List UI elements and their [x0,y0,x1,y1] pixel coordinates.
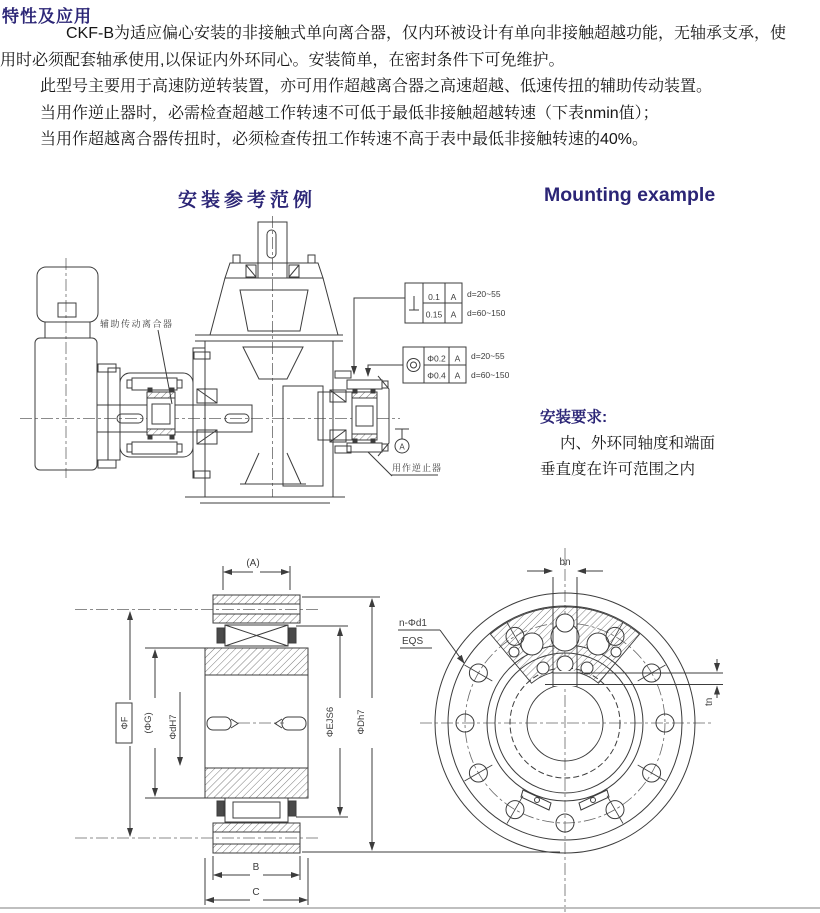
page-bottom-rule [0,907,820,909]
svg-text:A: A [450,309,457,320]
intro-paragraph [0,21,820,154]
dim-C-label: C [252,887,260,898]
section-title-zh: 安装参考范例 [178,190,317,211]
svg-text:d=60~150: d=60~150 [471,370,510,380]
perpendicularity-icon [409,296,419,310]
intro-line-2: 用时必须配套轴承使用,以保证内外环同心。安装简单，在密封条件下可免维护。 [0,51,565,69]
tolerance-frame-concentricity [368,347,466,383]
dim-d-label: ΦdH7 [168,714,179,740]
dimension-drawing [0,540,820,913]
dim-F-label: ΦF [119,716,130,730]
section-view [75,566,560,905]
gearbox [185,222,345,503]
backstop-clutch [335,371,389,456]
main-shaft [97,392,352,440]
svg-text:Φ0.4: Φ0.4 [427,370,446,381]
requirements-title: 安装要求: [540,409,608,426]
section-title-en: Mounting example [544,184,716,206]
svg-text:d=20~55: d=20~55 [467,289,501,299]
svg-text:A: A [450,292,457,302]
dim-bn-label: bn [559,557,571,568]
svg-text:A: A [454,370,461,381]
front-centerlines [420,548,713,912]
install-requirements [540,405,740,483]
tol-perp-texts [426,289,506,320]
svg-text:d=60~150: d=60~150 [467,308,506,318]
requirements-line-2: 垂直度在许可范围之内 [540,461,696,478]
front-view [398,548,723,912]
intro-line-3: 此型号主要用于高速防逆转装置，亦可用作超越离合器之高速超越、低速传扭的辅助传动装置。 [40,78,713,96]
dim-tn-label: tn [704,697,715,706]
svg-text:0.1: 0.1 [428,292,440,302]
aux-clutch-label: 辅助传动离合器 [100,319,174,329]
shaft-bearings [197,389,346,444]
dim-A-label: (A) [246,558,260,569]
intro-line-4: 当用作逆止器时，必需检查超越工作转速不可低于最低非接触超越转速（下表nmin值）； [40,104,659,122]
dim-A [223,566,290,590]
page-title: 特性及应用 [2,7,92,26]
svg-text:Φ0.2: Φ0.2 [427,353,446,364]
motor [35,267,98,470]
intro-line-1: CKF-B为适应偏心安装的非接触式单向离合器，仅内环被设计有单向非接触超越功能，无轴承支承，使 [66,25,787,42]
dim-G-label: (ΦG) [143,712,154,734]
dim-D-label: ΦDh7 [356,709,367,735]
backstop-label: 用作逆止器 [392,463,443,473]
datum-letter: A [399,442,405,452]
dim-E-label: ΦEJS6 [325,706,336,738]
backstop-leader [368,452,392,476]
bolt-holes-label-1: n-Φd1 [399,618,427,629]
mounting-example-drawing [0,215,560,515]
intro-line-5: 当用作超越离合器传扭时，必须检查传扭工作转速不高于表中最低非接触转速的40%。 [40,131,649,149]
motor-flange [98,364,120,468]
tol-conc-texts [427,351,509,381]
svg-text:A: A [454,353,461,364]
concentricity-icon [407,359,420,372]
svg-text:d=20~55: d=20~55 [471,351,505,361]
bolt-holes-label-2: EQS [402,636,424,647]
dim-B-label: B [252,862,260,873]
requirements-line-1: 内、外环同轴度和端面 [560,435,716,452]
svg-text:0.15: 0.15 [425,309,443,320]
